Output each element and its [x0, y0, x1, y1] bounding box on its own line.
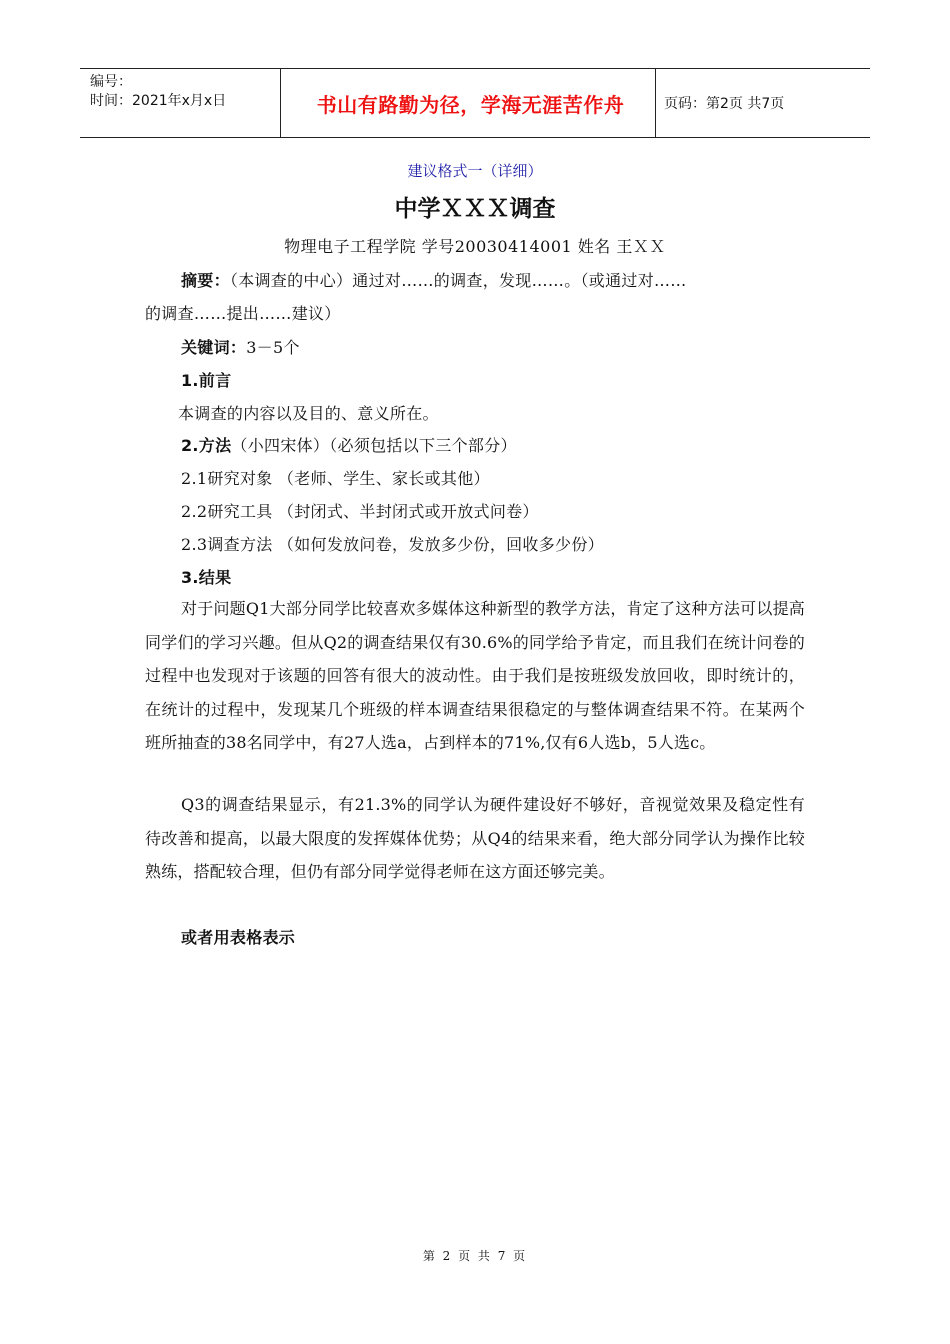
results-paragraph-1: 对于问题Q1大部分同学比较喜欢多媒体这种新型的教学方法，肯定了这种方法可以提高同学们的学习兴趣。但从Q2的调查结果仅有30.6%的同学给予肯定，而且我们在统计问卷的过程中也发现对于该题的回答有很大的波动性。由于我们是按班级发放回收，即时统计的，在统计的过程中，发现某几个班级的样本调查结果很稳定的与整体调查结果不符。在某两个班所抽查的38名同学中，有27人选a，占到样本的71%,仅有6人选b，5人选c。 — [145, 599, 805, 752]
time-label: 时间：2021年x月x日 — [90, 93, 227, 109]
number-label: 编号： — [90, 74, 132, 90]
abstract-line-1 — [181, 268, 687, 291]
header-page-info: 页码：第2页 共7页 — [664, 96, 785, 112]
page-title: 中学ＸＸＸ调查 — [394, 196, 556, 222]
method-item: 2.2研究工具 （封闭式、半封闭式或开放式问卷） — [181, 502, 539, 521]
keywords-line — [181, 335, 300, 358]
section2-heading: 2.方法 — [181, 436, 232, 455]
results-paragraph-2: Q3的调查结果显示，有21.3%的同学认为硬件建设好不够好，音视觉效果及稳定性有待改善和提高，以最大限度的发挥媒体优势；从Q4的结果来看，绝大部分同学认为操作比较熟练，搭配较合理，但仍有部分同学觉得老师在这方面还够完美。 — [145, 795, 805, 881]
keywords-value: 3－5个 — [246, 338, 300, 357]
abstract-text-1: （本调查的中心）通过对……的调查，发现……。（或通过对…… — [229, 271, 687, 290]
header-table — [80, 68, 870, 138]
table-note: 或者用表格表示 — [181, 928, 296, 947]
keywords-label: 关键词： — [181, 338, 247, 357]
abstract-text-2: 的调查……提出……建议） — [145, 304, 341, 323]
section1-body: 本调查的内容以及目的、意义所在。 — [178, 404, 439, 423]
section2-heading-line — [181, 433, 517, 456]
abstract-label: 摘要： — [181, 271, 230, 290]
method-item: 2.3调查方法 （如何发放问卷，发放多少份，回收多少份） — [181, 535, 604, 554]
format-label: 建议格式一（详细） — [407, 162, 543, 180]
header-meta — [90, 73, 280, 111]
header-motto: 书山有路勤为径，学海无涯苦作舟 — [316, 92, 625, 117]
section3-heading: 3.结果 — [181, 568, 232, 587]
method-item: 2.1研究对象 （老师、学生、家长或其他） — [181, 469, 490, 488]
section2-heading-note: （小四宋体）（必须包括以下三个部分） — [231, 436, 517, 455]
header-divider — [280, 69, 281, 137]
section1-heading: 1.前言 — [181, 371, 232, 390]
page-footer: 第 2 页 共 7 页 — [422, 1249, 528, 1263]
author-line: 物理电子工程学院 学号20030414001 姓名 王ＸＸ — [284, 237, 666, 256]
